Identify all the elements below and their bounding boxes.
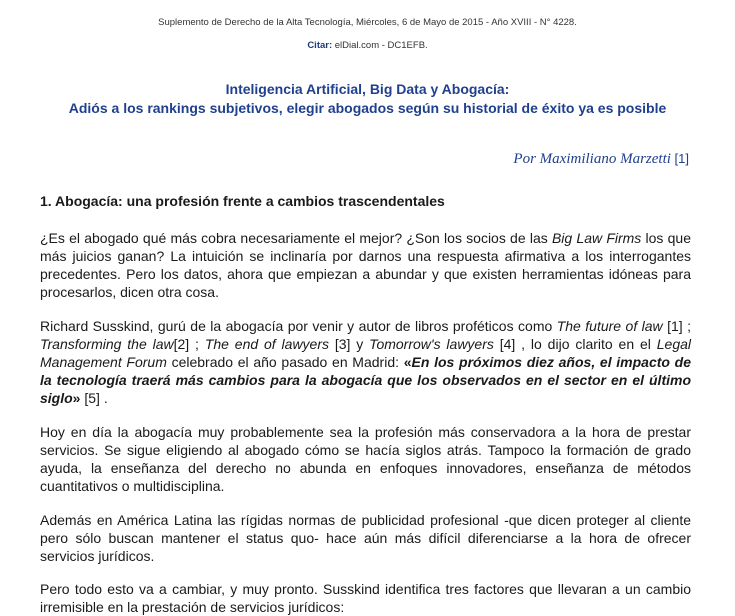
footnote-ref[interactable]: [1] ; bbox=[662, 318, 692, 334]
paragraph-5: Pero todo esto va a cambiar, y muy pronto. Susskind identifica tres factores que llevaran a un cambio irremisible en la prestación de servicios jurídicos: bbox=[40, 581, 691, 615]
section-heading: 1. Abogacía: una profesión frente a cambios trascendentales bbox=[40, 193, 445, 209]
quote-text: En los próximos diez años, el impacto de la tecnología traerá más cambios para la abogacía que los observados en el sector en el último siglo bbox=[40, 354, 691, 406]
paragraph-1 bbox=[40, 229, 691, 301]
footnote-ref[interactable]: [4] , lo dijo clarito en el bbox=[493, 336, 657, 352]
paragraph-3: Hoy en día la abogacía muy probablemente sea la profesión más conservadora a la hora de prestar servicios. Se sigue eligiendo al abogado cómo se hacía siglos atrás. Tampoco la formación de grado ayuda, la enseñanza del derecho no abunda en enfoques innovadores, enseñanza de métodos cuantitativos o multidisciplina. bbox=[40, 424, 691, 494]
book-title: The future of law bbox=[556, 318, 663, 334]
book-title: The end of lawyers bbox=[204, 336, 330, 352]
text-run: los que más juicios ganan? La intuición se inclinaría por darnos una respuesta afirmativa a los interrogantes precedentes. Pero los datos, ahora que empiezan a abundar y que existen herramientas idóneas para procesarlos, dicen otra cosa. bbox=[40, 230, 691, 300]
article-title-line1: Inteligencia Artificial, Big Data y Abogacía: bbox=[225, 81, 510, 97]
citation-line bbox=[0, 40, 735, 51]
paragraph-2 bbox=[40, 317, 691, 407]
italic-run: Big Law Firms bbox=[551, 230, 642, 246]
article-title-line2: Adiós a los rankings subjetivos, elegir abogados según su historial de éxito ya es posible bbox=[68, 100, 667, 116]
text-run: celebrado el año pasado en Madrid: bbox=[166, 354, 404, 370]
text-run: Richard Susskind, gurú de la abogacía por venir y autor de libros proféticos como bbox=[40, 318, 557, 334]
citar-value: elDial.com - DC1EFB. bbox=[332, 40, 428, 51]
footnote-ref[interactable]: [2] ; bbox=[173, 336, 205, 352]
footnote-ref[interactable]: [3] y bbox=[329, 336, 370, 352]
publication-header: Suplemento de Derecho de la Alta Tecnología, Miércoles, 6 de Mayo de 2015 - Año XVIII - N° 4228. bbox=[158, 17, 577, 28]
quote-open: « bbox=[403, 354, 412, 370]
author-name: Por Maximiliano Marzetti bbox=[513, 151, 671, 167]
quote-close: » bbox=[72, 390, 81, 406]
book-title: Tomorrow's lawyers bbox=[369, 336, 494, 352]
paragraph-4: Además en América Latina las rígidas normas de publicidad profesional -que dicen proteger al cliente pero sólo buscan mantener el status quo- hace aún más difícil diferenciarse a la hora de ofrecer servicios jurídicos. bbox=[40, 512, 691, 564]
text-run: ¿Es el abogado qué más cobra necesariamente el mejor? ¿Son los socios de las bbox=[40, 230, 552, 246]
footnote-ref[interactable]: [5] . bbox=[80, 390, 108, 406]
event-name: Legal Management Forum bbox=[40, 336, 692, 370]
author-footnote-ref[interactable]: [1] bbox=[670, 151, 689, 166]
article-title bbox=[40, 80, 695, 118]
author-byline bbox=[513, 150, 689, 168]
book-title: Transforming the law bbox=[40, 336, 174, 352]
citar-label: Citar: bbox=[307, 40, 333, 51]
